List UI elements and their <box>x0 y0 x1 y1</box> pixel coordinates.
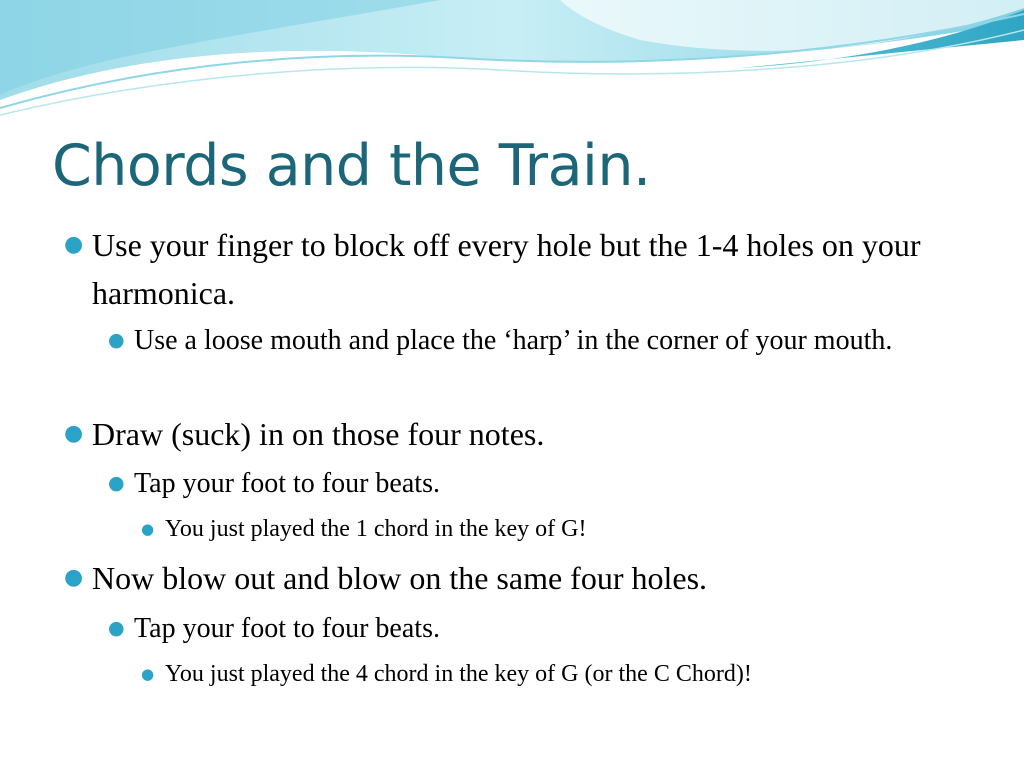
list-item <box>64 221 972 317</box>
list-item <box>64 554 972 602</box>
list-item <box>64 410 972 458</box>
list-item-text: Draw (suck) in on those four notes. <box>92 416 545 452</box>
list-item <box>108 463 964 504</box>
list-item-text: Tap your foot to four beats. <box>134 613 440 644</box>
bullet-icon: ● <box>64 565 84 590</box>
bullet-icon: ● <box>64 232 84 257</box>
list-item <box>141 512 985 546</box>
bullet-icon: ● <box>108 472 125 494</box>
list-item-text: You just played the 1 chord in the key of G! <box>165 516 587 542</box>
list-item-text: Tap your foot to four beats. <box>134 468 440 499</box>
list-item-text: Now blow out and blow on the same four holes. <box>92 560 708 596</box>
page-title: Chords and the Train. <box>52 133 651 199</box>
bullet-icon: ● <box>141 520 155 538</box>
bullet-icon: ● <box>108 329 125 351</box>
list-item <box>108 320 964 361</box>
list-item-text: Use your finger to block off every hole but the 1-4 holes on your harmonica. <box>92 227 921 311</box>
list-item-text: You just played the 4 chord in the key of G (or the C Chord)! <box>165 661 752 687</box>
wave-banner <box>0 0 1024 130</box>
list-item-text: Use a loose mouth and place the ‘harp’ in the corner of your mouth. <box>134 325 893 356</box>
list-item <box>141 657 985 691</box>
bullet-icon: ● <box>64 421 84 446</box>
list-item <box>108 608 964 649</box>
bullet-icon: ● <box>141 665 155 683</box>
bullet-icon: ● <box>108 617 125 639</box>
